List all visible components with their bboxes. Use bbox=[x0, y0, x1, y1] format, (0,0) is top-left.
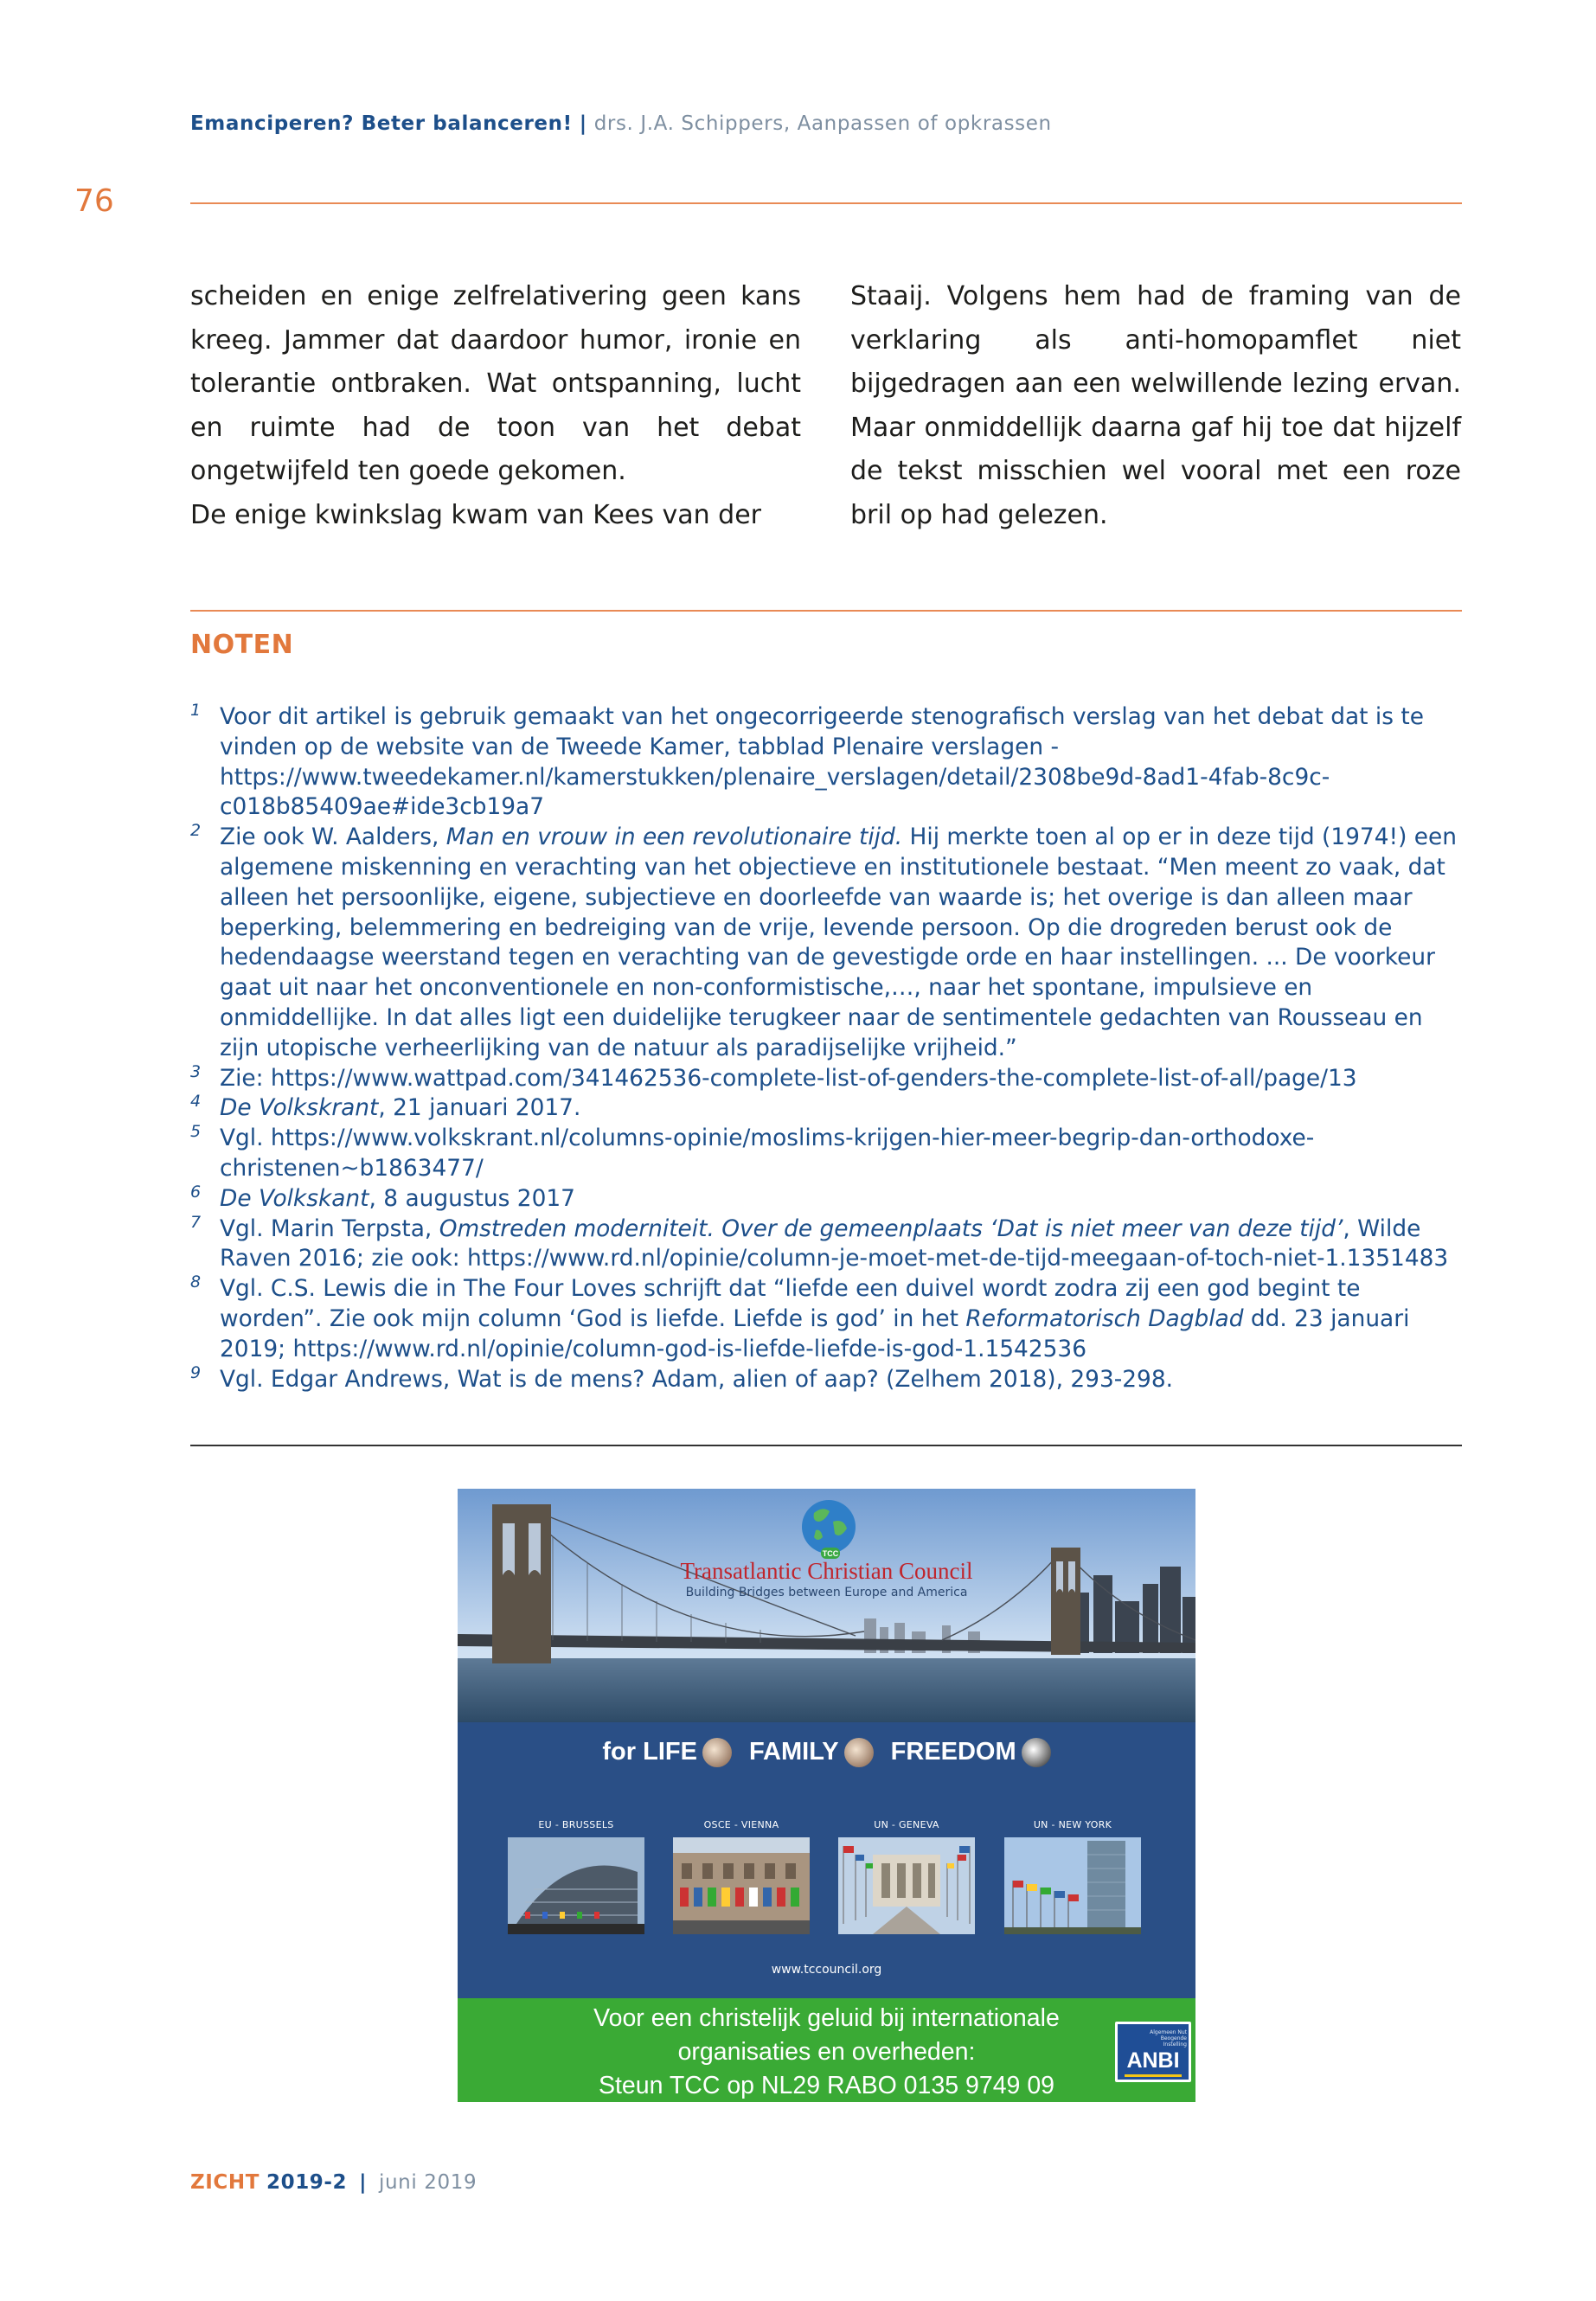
paragraph: Staaij. Volgens hem had de framing van de verklaring als anti-homopamflet niet bijgedragen aan een welwillende lezing ervan. Maar onmiddellijk daarna gaf hij toe dat hijzelf de tekst misschien wel vooral met een roze bril op had gelezen. bbox=[850, 281, 1461, 530]
ad-separator-rule bbox=[190, 1445, 1462, 1446]
appeal-line: Steun TCC op NL29 RABO 0135 9749 09 bbox=[598, 2072, 1055, 2099]
note-italic: Man en vrouw in een revolutionaire tijd. bbox=[445, 824, 903, 851]
note-italic: Reformatorisch Dagblad bbox=[965, 1304, 1244, 1332]
baby-photo-icon bbox=[702, 1738, 732, 1767]
anbi-underline bbox=[1125, 2074, 1182, 2077]
note-item bbox=[190, 1184, 1462, 1215]
paragraph: scheiden en enige zelfrelativering geen kans kreeg. Jammer dat daardoor humor, ironie en tolerantie ontbraken. Wat ontspanning, lucht en ruimte had de toon van het debat ongetwijfeld ten goede gekomen. bbox=[190, 281, 801, 487]
note-item bbox=[190, 702, 1462, 823]
ad-appeal-banner bbox=[458, 1998, 1195, 2102]
note-number: 2 bbox=[190, 821, 202, 841]
running-footer bbox=[190, 2171, 477, 2194]
note-text: Vgl. Marin Terpsta, bbox=[220, 1215, 439, 1242]
body-column-right bbox=[850, 275, 1461, 538]
note-text: Zie ook W. Aalders, bbox=[220, 824, 446, 851]
globe-logo-icon bbox=[795, 1496, 862, 1563]
tagline-freedom: FREEDOM bbox=[891, 1738, 1051, 1767]
tcc-logo-text: TCC bbox=[822, 1549, 839, 1558]
note-item bbox=[190, 823, 1462, 1063]
note-italic: De Volkskant bbox=[220, 1184, 369, 1212]
note-number: 4 bbox=[190, 1092, 202, 1112]
note-italic: De Volkskrant bbox=[220, 1094, 379, 1122]
anbi-badge bbox=[1115, 2022, 1191, 2082]
note-text: dd. 23 januari 2019; https://www.rd.nl/opinie/column-god-is-liefde-liefde-is-god-1.1542536 bbox=[220, 1304, 1410, 1362]
location-label: EU - BRUSSELS bbox=[538, 1819, 614, 1830]
geneva-photo bbox=[838, 1837, 975, 1934]
note-item bbox=[190, 1061, 1462, 1094]
note-text: Vgl. Edgar Andrews, Wat is de mens? Adam, alien of aap? (Zelhem 2018), 293-298. bbox=[220, 1365, 1174, 1393]
vienna-photo bbox=[673, 1837, 810, 1934]
family-photo-icon bbox=[844, 1738, 874, 1767]
anbi-small-text: Algemeen Nut Beogende Instelling bbox=[1150, 2029, 1187, 2048]
note-number: 7 bbox=[190, 1212, 202, 1232]
footer-separator: | bbox=[359, 2171, 368, 2194]
note-item bbox=[190, 1274, 1462, 1364]
note-number: 8 bbox=[190, 1272, 202, 1292]
note-text: Vgl. C.S. Lewis die in The Four Loves schrijft dat “liefde een duivel wordt zodra zij een god begint te worden”. Zie ook mijn column ‘God is liefde. Liefde is god’ in het bbox=[220, 1275, 1361, 1332]
notes-list bbox=[190, 702, 1462, 1394]
dove-photo-icon bbox=[1022, 1738, 1051, 1767]
note-italic: Omstreden moderniteit. Over de gemeenplaats ‘Dat is niet meer van deze tijd’ bbox=[439, 1215, 1343, 1242]
appeal-line: organisaties en overheden: bbox=[677, 2038, 976, 2066]
body-column-left bbox=[190, 275, 801, 538]
notes-rule bbox=[190, 610, 1462, 612]
new-york-photo bbox=[1004, 1837, 1141, 1934]
note-number: 9 bbox=[190, 1362, 202, 1382]
note-text: Hij merkte toen al op er in deze tijd (1974!) een algemene miskenning en verachting van het objectieve en institutionele bestaat. “Men meent zo vaak, dat alleen het persoonlijke, eigene, subjectieve en doorleefde van waarde is; het overige is dan alleen maar beperking, belemmering en bedreiging van de vrije, levende persoon. Op die drogreden berust ook de hedendaagse weerstand tegen en verachting van de gevestigde orde en haar instellingen. ... De voorkeur gaat uit naar het onconventionele en non-conformistische,…, naar het spontane, impulsieve en onmiddellijke. In dat alles ligt een duidelijke terugkeer naar de sentimentele gedachten van Rousseau en zijn utopische verheerlijking van de natuur als paradijselijke vrijheid.” bbox=[220, 824, 1457, 1061]
location-label: UN - GENEVA bbox=[874, 1819, 939, 1830]
issue-date: juni 2019 bbox=[379, 2171, 478, 2194]
author-and-title: drs. J.A. Schippers, Aanpassen of opkrassen bbox=[593, 112, 1052, 135]
ad-title: Transatlantic Christian Council bbox=[680, 1558, 973, 1584]
header-rule bbox=[190, 202, 1462, 204]
tagline-life: for LIFE bbox=[602, 1738, 732, 1767]
ad-appeal-text bbox=[458, 2002, 1195, 2102]
location-label: UN - NEW YORK bbox=[1033, 1819, 1112, 1830]
note-number: 3 bbox=[190, 1061, 202, 1081]
note-text: , 8 augustus 2017 bbox=[369, 1184, 575, 1212]
journal-title: Emanciperen? Beter balanceren! bbox=[190, 112, 573, 135]
note-item bbox=[190, 1362, 1462, 1395]
ad-tagline bbox=[458, 1726, 1195, 1779]
note-number: 5 bbox=[190, 1122, 202, 1142]
note-text: Voor dit artikel is gebruik gemaakt van het ongecorrigeerde stenografisch verslag van het debat dat is te vinden op de website van de Tweede Kamer, tabblad Plenaire verslagen - https://www.tweedekamer.nl/kamerstukken/plenaire_verslagen/detail/2308be9d-8ad1-4fab-8c9c-c018b85409ae#ide3cb19a7 bbox=[220, 703, 1424, 821]
note-item bbox=[190, 1124, 1462, 1184]
note-text: , 21 januari 2017. bbox=[378, 1094, 581, 1122]
brussels-photo bbox=[508, 1837, 644, 1934]
issue-number: 2019-2 bbox=[266, 2171, 348, 2194]
anbi-word: ANBI bbox=[1126, 2048, 1180, 2073]
header-separator: | bbox=[579, 112, 587, 135]
magazine-name: ZICHT bbox=[190, 2171, 260, 2194]
note-number: 1 bbox=[190, 701, 202, 720]
page-number: 76 bbox=[74, 183, 114, 219]
running-header bbox=[190, 112, 1052, 135]
note-text: Zie: https://www.wattpad.com/341462536-complete-list-of-genders-the-complete-list-of-all/page/13 bbox=[220, 1064, 1357, 1092]
note-text: , Wilde Raven 2016; zie ook: https://www.rd.nl/opinie/column-je-moet-met-de-tijd-meegaan-of-toch-niet-1.1351483 bbox=[220, 1215, 1449, 1272]
appeal-line: Voor een christelijk geluid bij internationale bbox=[593, 2004, 1060, 2032]
note-text: Vgl. https://www.volkskrant.nl/columns-opinie/moslims-krijgen-hier-meer-begrip-dan-orthodoxe-christenen~b1863477/ bbox=[220, 1125, 1315, 1182]
note-item bbox=[190, 1093, 1462, 1124]
ad-subtitle: Building Bridges between Europe and America bbox=[685, 1586, 968, 1599]
note-number: 6 bbox=[190, 1182, 202, 1202]
tcc-advertisement bbox=[458, 1489, 1195, 2102]
tagline-family: FAMILY bbox=[749, 1738, 874, 1767]
notes-heading: NOTEN bbox=[190, 630, 294, 660]
location-label: OSCE - VIENNA bbox=[703, 1819, 779, 1830]
note-item bbox=[190, 1212, 1462, 1275]
ad-website: www.tccouncil.org bbox=[771, 1963, 882, 1977]
paragraph: De enige kwinkslag kwam van Kees van der bbox=[190, 499, 762, 530]
